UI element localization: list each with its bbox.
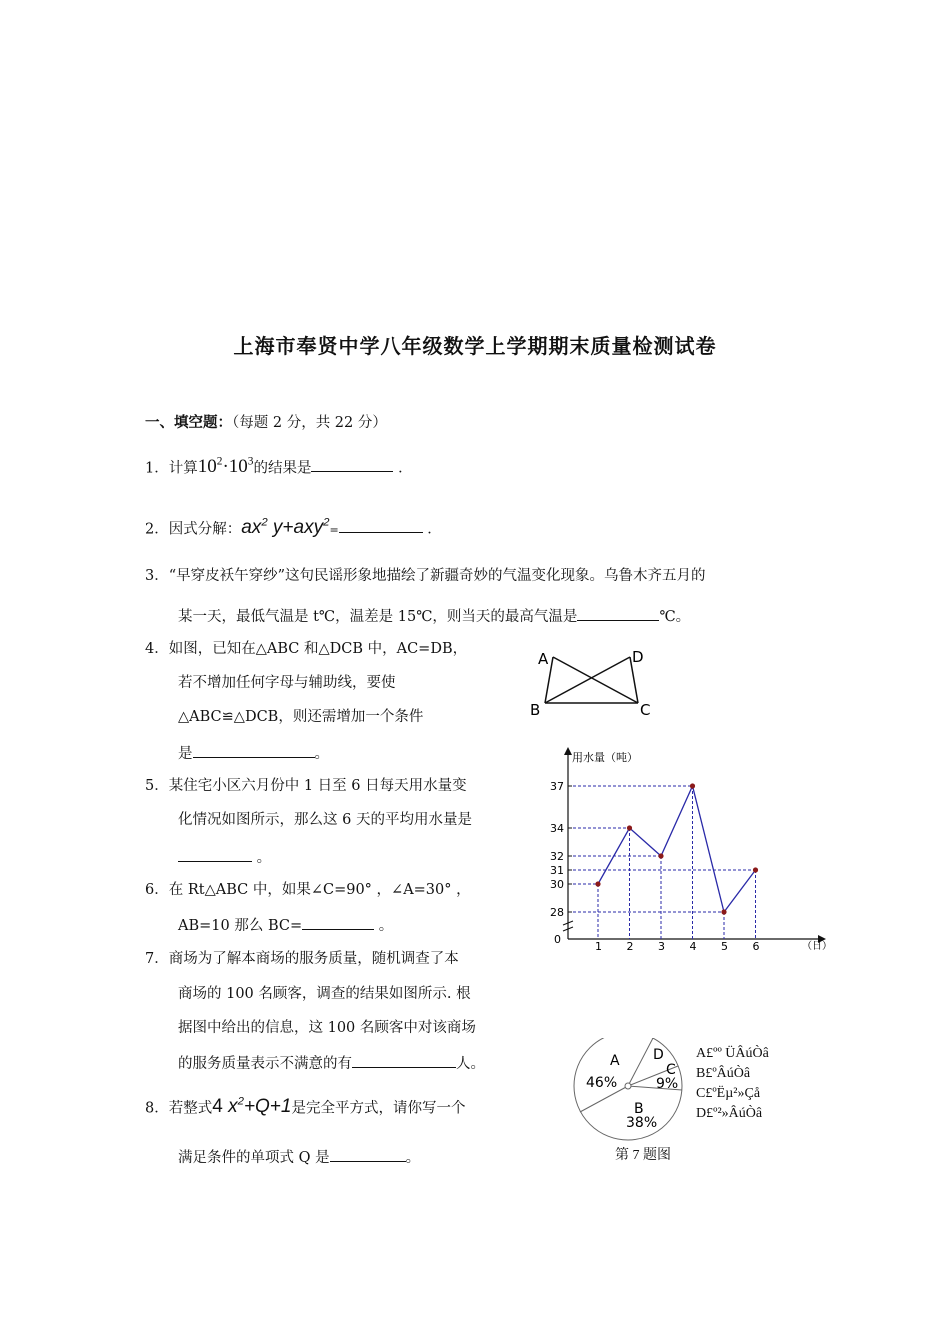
q8-end: 。 — [405, 1150, 421, 1166]
q8-answer-blank[interactable] — [330, 1146, 406, 1162]
series-line — [598, 786, 756, 912]
y-axis-label: 用水量（吨） — [572, 751, 638, 764]
data-point — [627, 825, 632, 830]
q4-line-4-text: 是 — [178, 746, 193, 762]
vertex-label-B: B — [530, 701, 541, 719]
pie-slice-B-label: B — [634, 1101, 644, 1117]
section-heading: 一、填空题： — [145, 415, 232, 431]
q5-line-2: 化情况如图所示，那么这 6 天的平均用水量是 — [178, 812, 472, 828]
q6-line-2 — [178, 914, 393, 936]
pie-legend — [696, 1044, 769, 1124]
q4-end: 。 — [314, 746, 329, 762]
q5-line-1: 某住宅小区六月份中 1 日至 6 日每天用水量变 — [168, 778, 467, 794]
q8-text-2: 是完全平方式，请你写一个 — [291, 1100, 466, 1117]
segment-DB — [545, 657, 630, 703]
q8-line-2-text: 满足条件的单项式 Q 是 — [178, 1150, 330, 1166]
q5-end: 。 — [256, 850, 272, 866]
y-tick-label: 28 — [550, 906, 564, 919]
q2-equals: = — [329, 523, 339, 537]
q7-end: 人。 — [456, 1056, 485, 1072]
q1-end: ． — [398, 460, 413, 477]
q5-number: 5． — [145, 778, 169, 794]
question-5 — [145, 776, 467, 796]
question-7 — [145, 949, 459, 969]
q6-answer-blank[interactable] — [302, 914, 374, 930]
q3-answer-blank[interactable] — [577, 605, 659, 621]
q5-line-3 — [178, 846, 271, 868]
q3-line-2: 某一天，最低气温是 t℃，温差是 15℃，则当天的最高气温是 — [178, 609, 578, 625]
q7-answer-blank[interactable] — [352, 1052, 456, 1068]
data-point — [753, 867, 758, 872]
q6-number: 6． — [145, 882, 169, 898]
q7-line-4 — [178, 1052, 485, 1074]
q4-triangle-figure — [528, 645, 658, 720]
q3-line-1: “早穿皮袄午穿纱”这句民谣形象地描绘了新疆奇妙的气温变化现象。乌鲁木齐五月的 — [168, 568, 706, 584]
x-tick-label: 5 — [721, 940, 728, 953]
q2-math: $ax^2$ y+axy$^2$ — [241, 517, 330, 539]
legend-item-D: D£º²»ÂúÒâ — [696, 1106, 763, 1121]
x-tick-label: 2 — [626, 940, 634, 953]
q4-line-1: 如图，已知在△ABC 和△DCB 中，AC=DB， — [168, 641, 468, 657]
q6-line-2-text: AB=10 那么 BC= — [178, 918, 303, 934]
question-6 — [145, 880, 471, 900]
q5-answer-blank[interactable] — [178, 846, 252, 862]
q4-line-2: 若不增加任何字母与辅助线，要使 — [178, 675, 396, 691]
q4-line-3: △ABC≌△DCB，则还需增加一个条件 — [178, 709, 424, 725]
x-tick-label: 4 — [689, 940, 697, 953]
water-usage-chart — [530, 745, 840, 960]
vertex-label-C: C — [640, 701, 651, 719]
pie-center — [625, 1083, 631, 1089]
y-tick-label: 32 — [550, 850, 564, 863]
q4-number: 4． — [145, 641, 169, 657]
q1-text: 计算 — [168, 460, 198, 477]
y-tick-label: 37 — [550, 780, 564, 793]
q1-math: $10^2\cdot 10^3$ — [197, 456, 254, 478]
q7-line-4-text: 的服务质量表示不满意的有 — [178, 1056, 352, 1072]
q6-line-1: 在 Rt△ABC 中，如果∠C=90° ，∠A=30° ， — [168, 882, 471, 898]
section-note: （每题 2 分，共 22 分） — [232, 415, 387, 431]
q1-number: 1． — [145, 460, 169, 477]
x-axis-label: （日） — [802, 941, 832, 952]
service-pie-chart — [570, 1038, 686, 1146]
pie-slice-D-label: D — [653, 1047, 664, 1063]
vertex-label-A: A — [538, 650, 549, 668]
y-tick-label: 30 — [550, 878, 564, 891]
pie-slice-C-label: C — [666, 1062, 676, 1078]
q2-number: 2． — [145, 521, 169, 538]
y-tick-label: 0 — [554, 933, 561, 946]
legend-item-A: A£ºº ÜÂúÒâ — [696, 1046, 769, 1061]
y-tick-label: 34 — [550, 822, 564, 835]
q4-line-4 — [178, 742, 329, 764]
question-3 — [145, 566, 706, 586]
q2-end: ． — [427, 521, 442, 538]
page-title: 上海市奉贤中学八年级数学上学期期末质量检测试卷 — [233, 334, 717, 358]
question-8 — [145, 1092, 465, 1118]
q2-text: 因式分解： — [168, 521, 242, 538]
question-4 — [145, 639, 467, 659]
segment-AC — [553, 657, 638, 703]
pie-slice-C-value: 9% — [656, 1076, 679, 1092]
q2-answer-blank[interactable] — [339, 517, 423, 533]
q1-answer-blank[interactable] — [311, 456, 393, 472]
q6-end: 。 — [378, 918, 394, 934]
legend-item-B: B£ºÂúÒâ — [696, 1066, 751, 1081]
q8-number: 8． — [145, 1100, 169, 1117]
y-axis-arrow — [564, 747, 572, 755]
q8-math: 4 $x^2+Q+1$ — [212, 1096, 292, 1118]
x-tick-label: 6 — [752, 940, 760, 953]
question-1 — [145, 452, 413, 478]
x-tick-label: 3 — [658, 940, 665, 953]
data-point — [595, 881, 600, 886]
pie-divider-1 — [628, 1038, 653, 1086]
pie-slice-B-value: 38% — [626, 1115, 658, 1131]
question-3-line-2 — [178, 605, 690, 627]
q7-line-2: 商场的 100 名顾客，调查的结果如图所示. 根 — [178, 986, 471, 1002]
q1-text-2: 的结果是 — [253, 460, 312, 477]
q3-number: 3． — [145, 568, 169, 584]
question-2 — [145, 513, 442, 540]
pie-caption: 第 7 题图 — [615, 1148, 671, 1163]
vertex-label-D: D — [632, 648, 644, 666]
q4-answer-blank[interactable] — [193, 742, 315, 758]
data-point — [721, 909, 726, 914]
q7-number: 7． — [145, 951, 169, 967]
q3-end: ℃。 — [659, 609, 691, 625]
data-point — [690, 783, 695, 788]
q7-line-1: 商场为了解本商场的服务质量，随机调查了本 — [168, 951, 459, 967]
data-point — [658, 853, 663, 858]
x-tick-label: 1 — [595, 940, 602, 953]
q7-line-3: 据图中给出的信息，这 100 名顾客中对该商场 — [178, 1020, 476, 1036]
section-heading-line — [145, 413, 387, 433]
legend-item-C: C£ºËµ²»Çå — [696, 1086, 761, 1101]
y-tick-label: 31 — [550, 864, 564, 877]
pie-slice-A-label: A — [610, 1053, 620, 1069]
q8-line-2 — [178, 1146, 420, 1168]
q8-text: 若整式 — [168, 1100, 213, 1117]
pie-slice-A-value: 46% — [586, 1075, 618, 1091]
